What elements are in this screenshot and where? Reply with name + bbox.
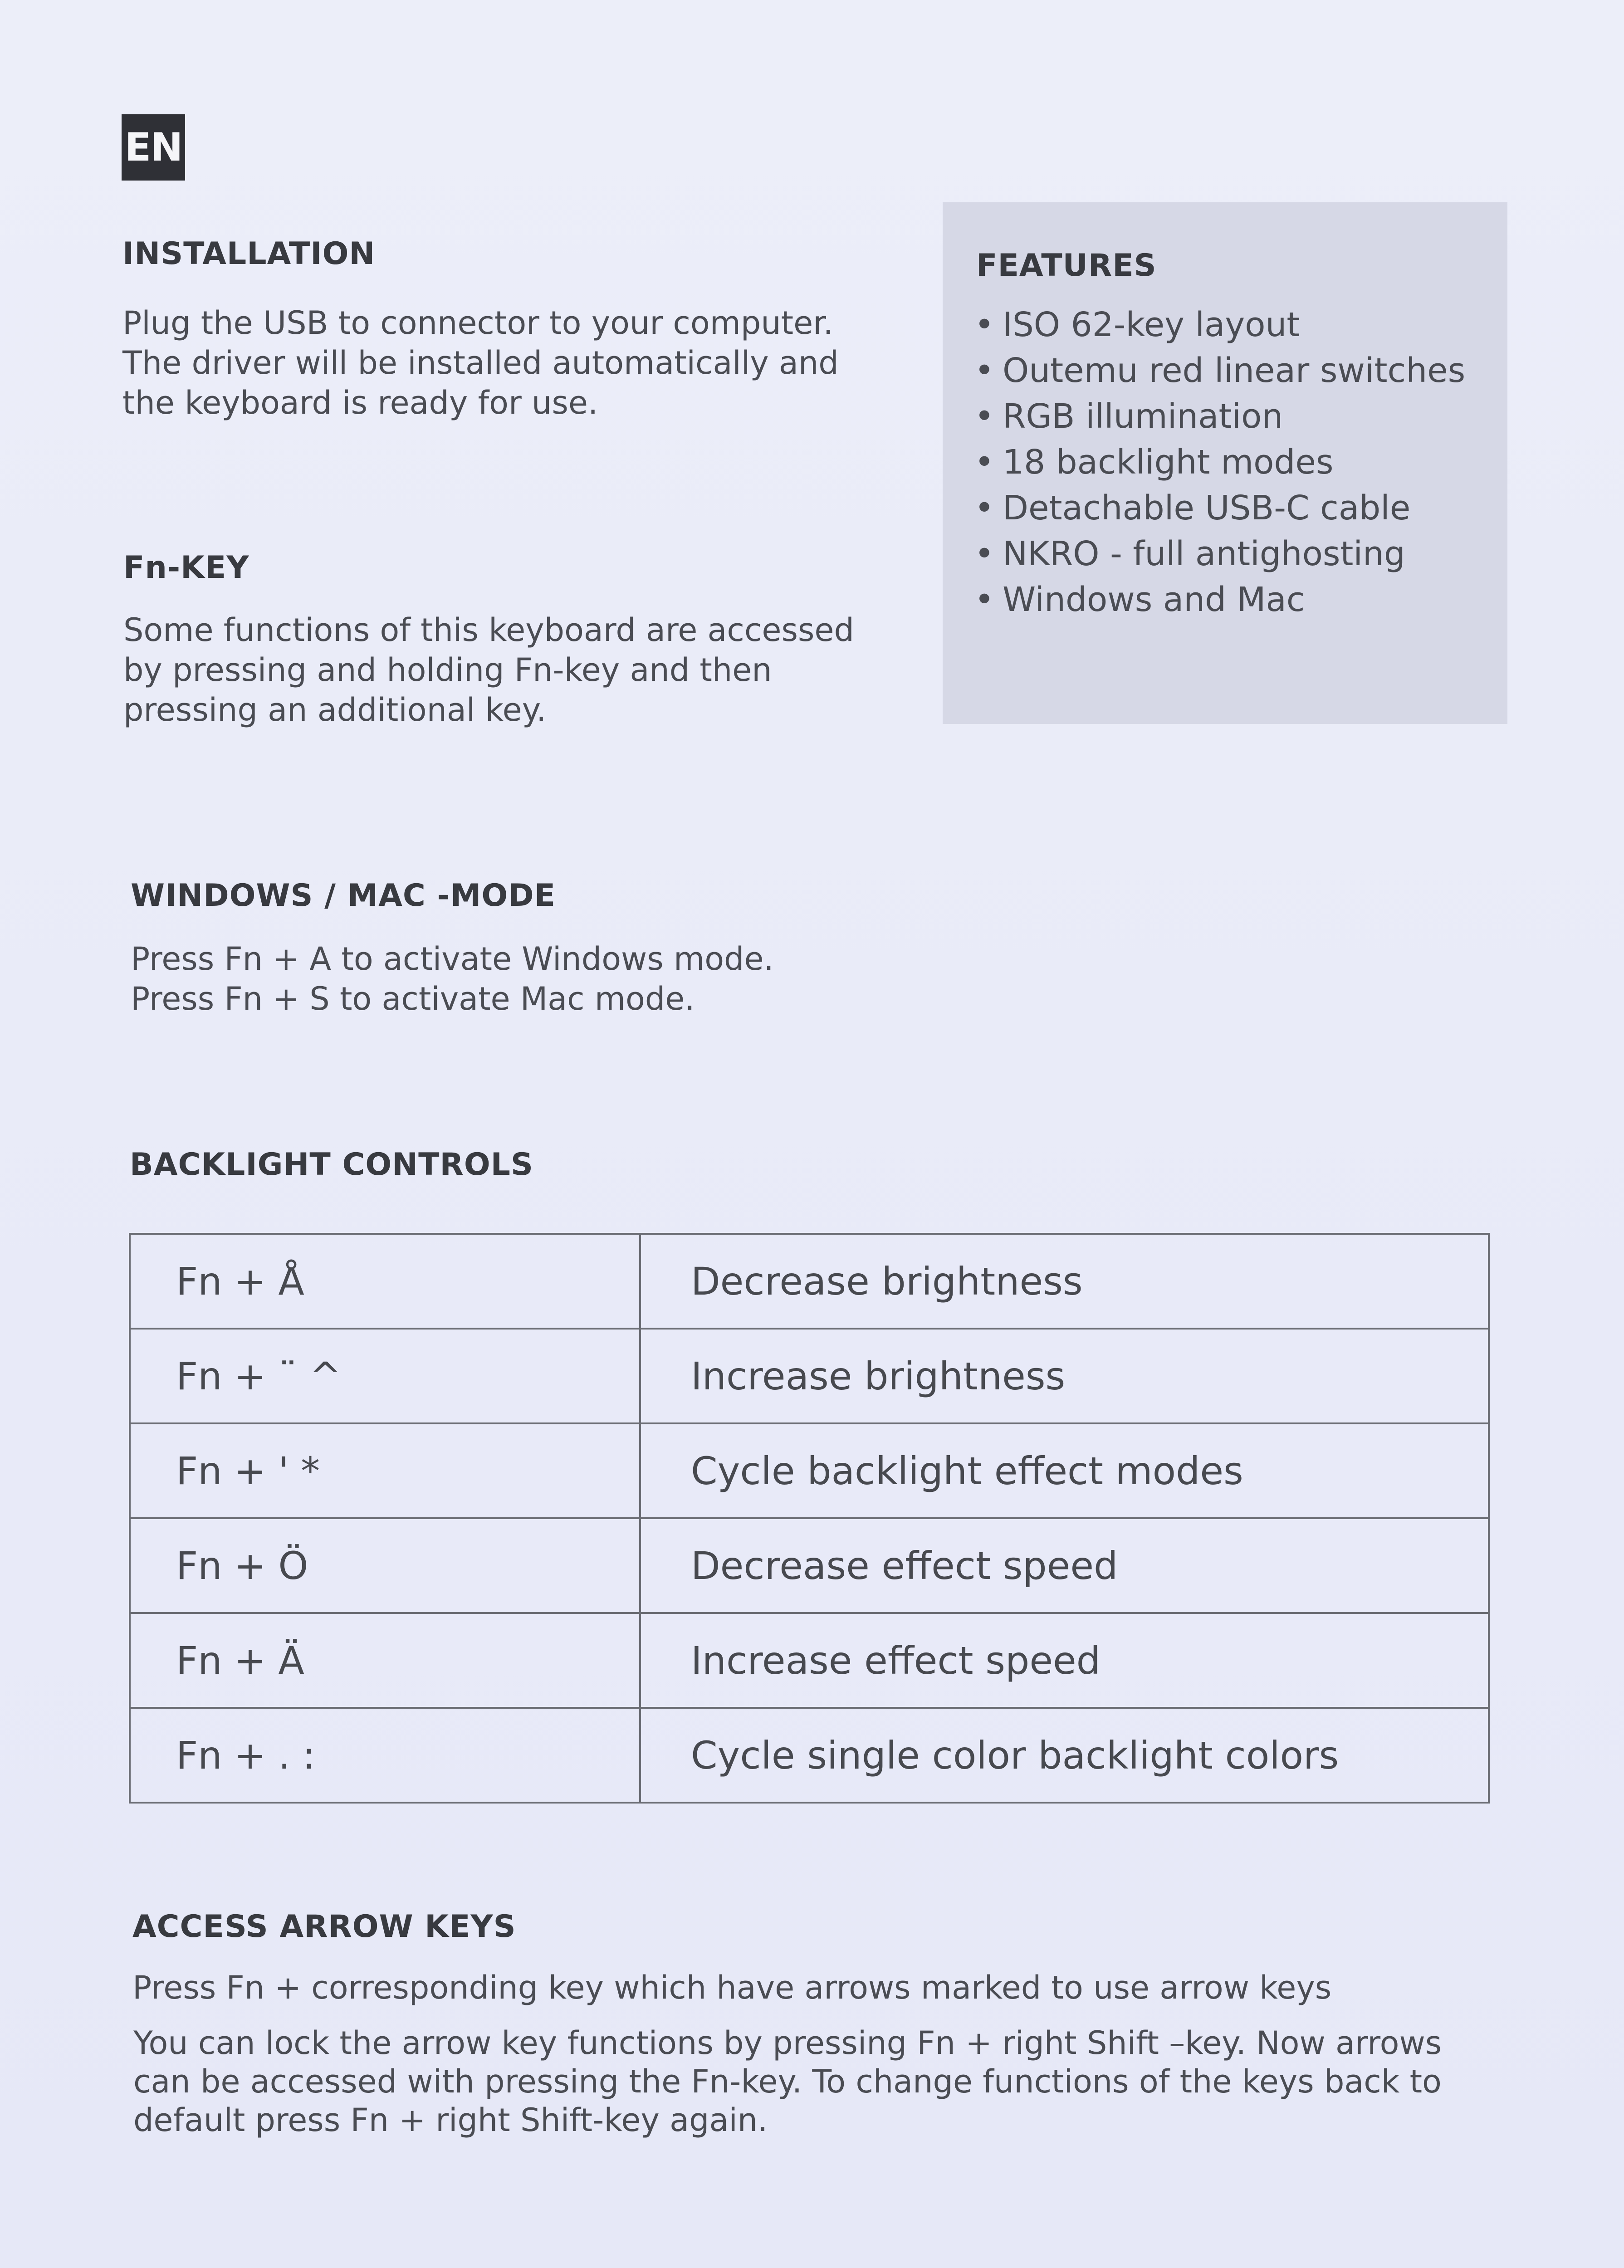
shortcut-key-cell: Fn + ¨ ^ (130, 1329, 640, 1423)
feature-item: • Outemu red linear switches (974, 348, 1465, 394)
shortcut-action-cell: Increase brightness (640, 1329, 1489, 1423)
feature-item: • 18 backlight modes (974, 440, 1465, 485)
table-row (130, 1518, 1489, 1613)
feature-item: • Windows and Mac (974, 577, 1465, 623)
table-row (130, 1423, 1489, 1518)
installation-heading: INSTALLATION (122, 236, 376, 272)
table-row (130, 1613, 1489, 1708)
shortcut-action-cell: Decrease effect speed (640, 1518, 1489, 1613)
backlight-heading: BACKLIGHT CONTROLS (130, 1147, 533, 1183)
shortcut-action-cell: Decrease brightness (640, 1234, 1489, 1329)
table-row (130, 1708, 1489, 1803)
backlight-table (129, 1233, 1490, 1804)
language-badge: EN (122, 114, 185, 181)
fn-key-text: Some functions of this keyboard are accessed by pressing and holding Fn-key and then pressing an additional key. (123, 611, 854, 728)
table-row (130, 1329, 1489, 1423)
arrow-keys-text-1: Press Fn + corresponding key which have arrows marked to use arrow keys (132, 1969, 1332, 2006)
shortcut-action-cell: Increase effect speed (640, 1613, 1489, 1708)
features-box (943, 202, 1507, 724)
shortcut-key-cell: Fn + ' * (130, 1423, 640, 1518)
windows-mac-text: Press Fn + A to activate Windows mode. Press Fn + S to activate Mac mode. (131, 940, 774, 1017)
features-list (974, 302, 1465, 623)
shortcut-key-cell: Fn + Ö (130, 1518, 640, 1613)
fn-key-heading: Fn-KEY (123, 550, 249, 586)
feature-item: • Detachable USB-C cable (974, 485, 1465, 531)
table-row (130, 1234, 1489, 1329)
shortcut-key-cell: Fn + Ä (130, 1613, 640, 1708)
shortcut-action-cell: Cycle single color backlight colors (640, 1708, 1489, 1803)
arrow-keys-text-2: You can lock the arrow key functions by pressing Fn + right Shift –key. Now arrows can be accessed with pressing the Fn-key. To change functions of the keys back to default press Fn + right Shift-key again. (133, 2024, 1442, 2139)
installation-text: Plug the USB to connector to your computer. The driver will be installed automatically and the keyboard is ready for use. (122, 304, 839, 421)
feature-item: • NKRO - full antighosting (974, 531, 1465, 577)
shortcut-key-cell: Fn + . : (130, 1708, 640, 1803)
windows-mac-heading: WINDOWS / MAC -MODE (131, 878, 556, 914)
shortcut-key-cell: Fn + Å (130, 1234, 640, 1329)
features-heading: FEATURES (976, 248, 1157, 284)
shortcut-action-cell: Cycle backlight effect modes (640, 1423, 1489, 1518)
arrow-keys-heading: ACCESS ARROW KEYS (132, 1909, 516, 1945)
feature-item: • RGB illumination (974, 394, 1465, 440)
feature-item: • ISO 62-key layout (974, 302, 1465, 348)
